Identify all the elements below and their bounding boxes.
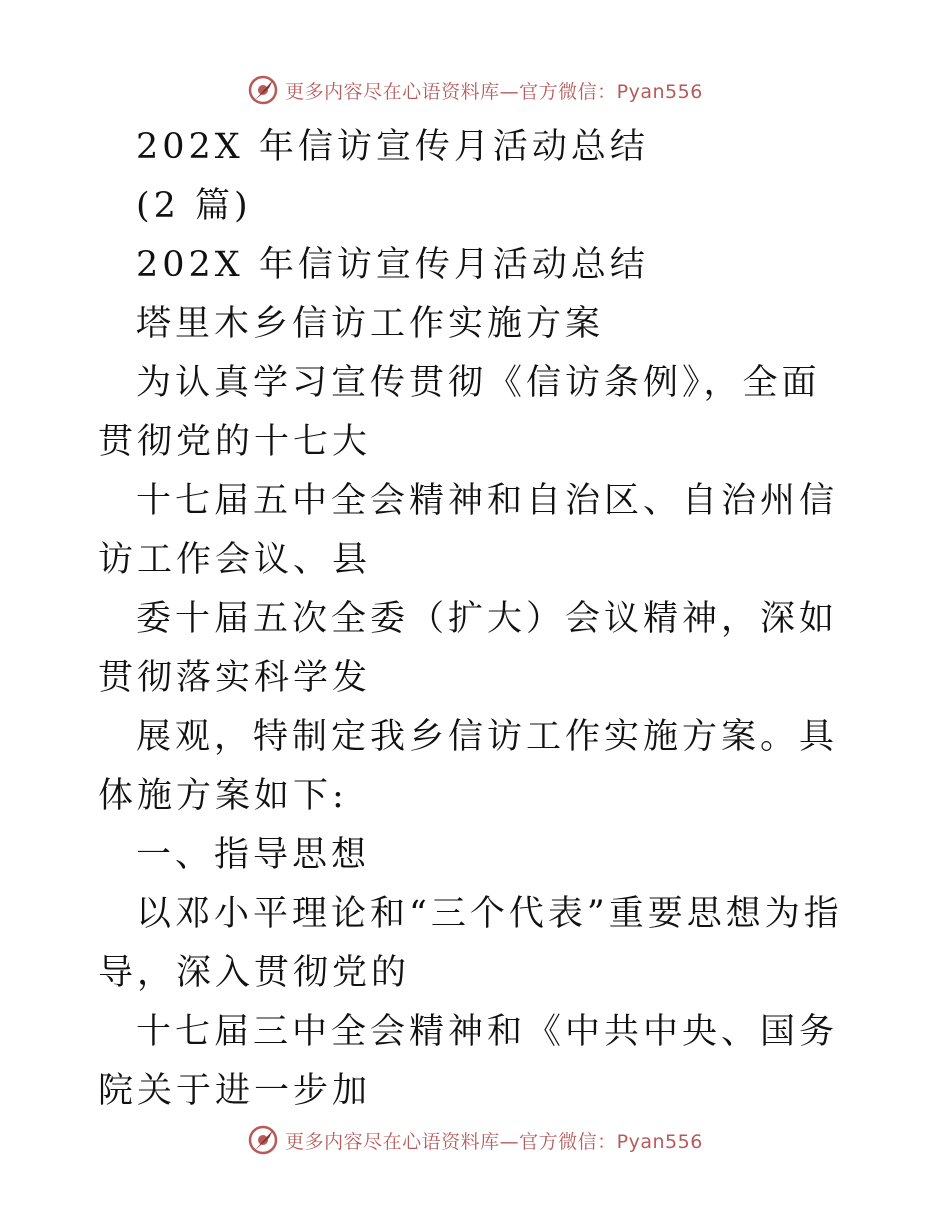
header-watermark (0, 70, 950, 110)
doc-title: 202X 年信访宣传月活动总结 (136, 127, 649, 167)
body-paragraph: 以邓小平理论和“三个代表”重要思想为指导，深入贯彻党的 (98, 894, 843, 993)
document-body (98, 118, 858, 1121)
watermark-text: 更多内容尽在心语资料库—官方微信：Pyan556 (285, 80, 703, 103)
footer-watermark (0, 1120, 950, 1160)
body-paragraph: 展观，特制定我乡信访工作实施方案。具体施方案如下: (98, 717, 839, 816)
quill-logo-icon (247, 1124, 279, 1156)
doc-subtitle: (2 篇) (136, 186, 252, 226)
section-title: 202X 年信访宣传月活动总结 (136, 245, 649, 285)
section-heading: 一、指导思想 (136, 835, 371, 875)
quill-logo-icon (247, 74, 279, 106)
body-paragraph: 十七届三中全会精神和《中共中央、国务院关于进一步加 (98, 1012, 839, 1111)
watermark-text: 更多内容尽在心语资料库—官方微信：Pyan556 (285, 1130, 703, 1153)
body-paragraph: 委十届五次全委（扩大）会议精神，深如贯彻落实科学发 (98, 599, 839, 698)
plan-title: 塔里木乡信访工作实施方案 (136, 304, 605, 344)
body-paragraph: 十七届五中全会精神和自治区、自治州信访工作会议、县 (98, 481, 839, 580)
body-paragraph: 为认真学习宣传贯彻《信访条例》，全面贯彻党的十七大 (98, 363, 821, 462)
